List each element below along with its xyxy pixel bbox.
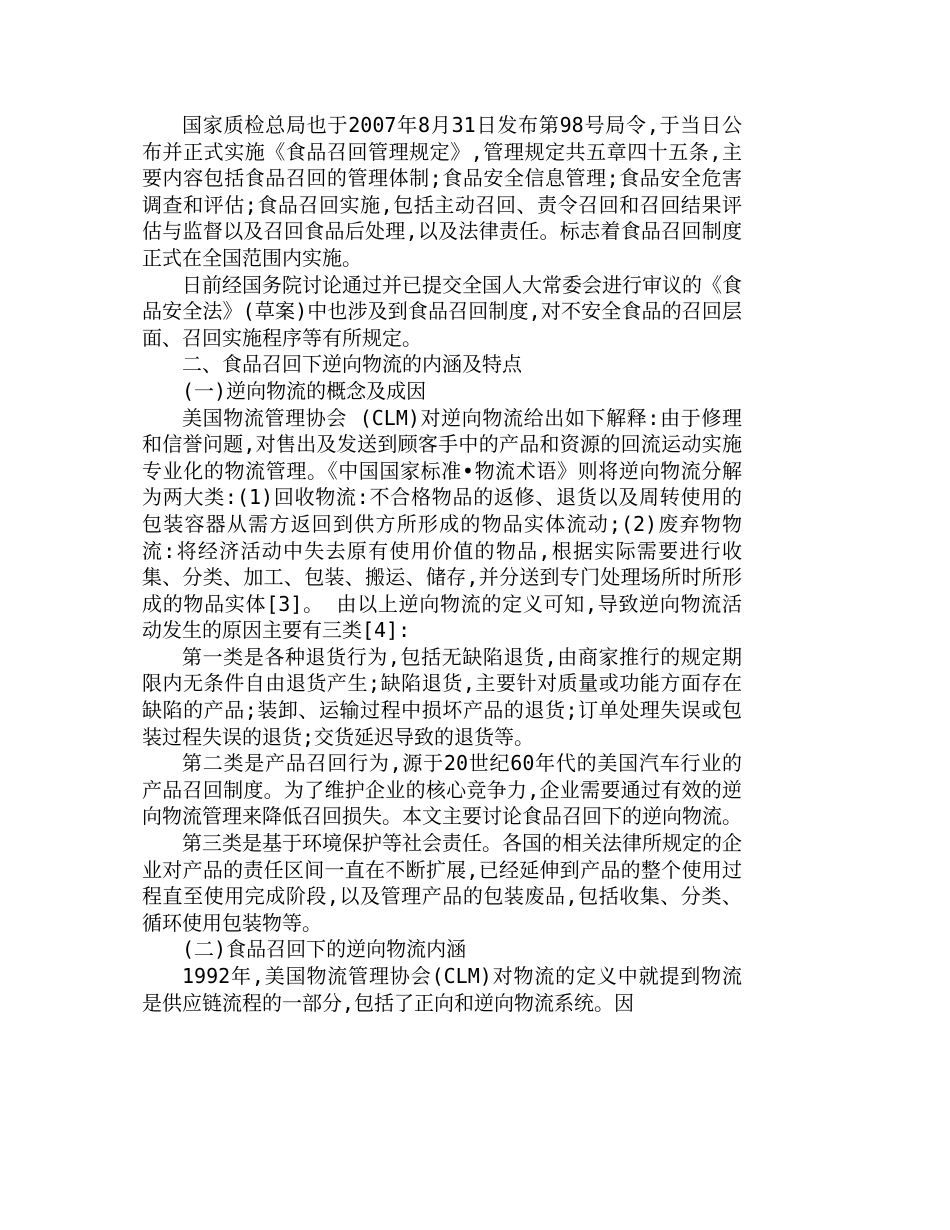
document-page xyxy=(142,112,742,1016)
paragraph-food-recall-regulation: 国家质检总局也于2007年8月31日发布第98号局令,于当日公布并正式实施《食品召回管理规定》,管理规定共五章四十五条,主要内容包括食品召回的管理体制;食品安全信息管理;食品安全危害调查和评估;食品召回实施,包括主动召回、责令召回和召回结果评估与监督以及召回食品后处理,以及法律责任。标志着食品召回制度正式在全国范围内实施。 xyxy=(142,113,742,270)
subsection-heading-2-2: (二)食品召回下的逆向物流内涵 xyxy=(182,937,467,962)
paragraph-cause-recalls: 第二类是产品召回行为,源于20世纪60年代的美国汽车行业的产品召回制度。为了维护企业的核心竞争力,企业需要通过有效的逆向物流管理来降低召回损失。本文主要讨论食品召回下的逆向物流。 xyxy=(142,751,742,829)
paragraph-reverse-logistics-definition: 美国物流管理协会 (CLM)对逆向物流给出如下解释:由于修理和信誉问题,对售出及发送到顾客手中的产品和资源的回流运动实施专业化的物流管理。《中国国家标准•物流术语》则将逆向物流分解为两大类:(1)回收物流:不合格物品的返修、退货以及周转使用的包装容器从需方返回到供方所形成的物品实体流动;(2)废弃物物流:将经济活动中失去原有使用价值的物品,根据实际需要进行收集、分类、加工、包装、搬运、储存,并分送到专门处理场所时所形成的物品实体[3]。 由以上逆向物流的定义可知,导致逆向物流活动发生的原因主要有三类[4]: xyxy=(142,405,742,643)
section-heading-2: 二、食品召回下逆向物流的内涵及特点 xyxy=(182,352,522,377)
subsection-heading-2-1: (一)逆向物流的概念及成因 xyxy=(182,378,427,403)
paragraph-cause-returns: 第一类是各种退货行为,包括无缺陷退货,由商家推行的规定期限内无条件自由退货产生;缺陷退货,主要针对质量或功能方面存在缺陷的产品;装卸、运输过程中损坏产品的退货;订单处理失误或包装过程失误的退货;交货延迟导致的退货等。 xyxy=(142,644,742,749)
paragraph-clm-1992: 1992年,美国物流管理协会(CLM)对物流的定义中就提到物流是供应链流程的一部分,包括了正向和逆向物流系统。因 xyxy=(142,964,742,1015)
paragraph-food-safety-law: 日前经国务院讨论通过并已提交全国人大常委会进行审议的《食品安全法》(草案)中也涉及到食品召回制度,对不安全食品的召回层面、召回实施程序等有所规定。 xyxy=(142,272,742,350)
paragraph-cause-environment: 第三类是基于环境保护等社会责任。各国的相关法律所规定的企业对产品的责任区间一直在不断扩展,已经延伸到产品的整个使用过程直至使用完成阶段,以及管理产品的包装废品,包括收集、分类、循环使用包装物等。 xyxy=(142,831,742,935)
